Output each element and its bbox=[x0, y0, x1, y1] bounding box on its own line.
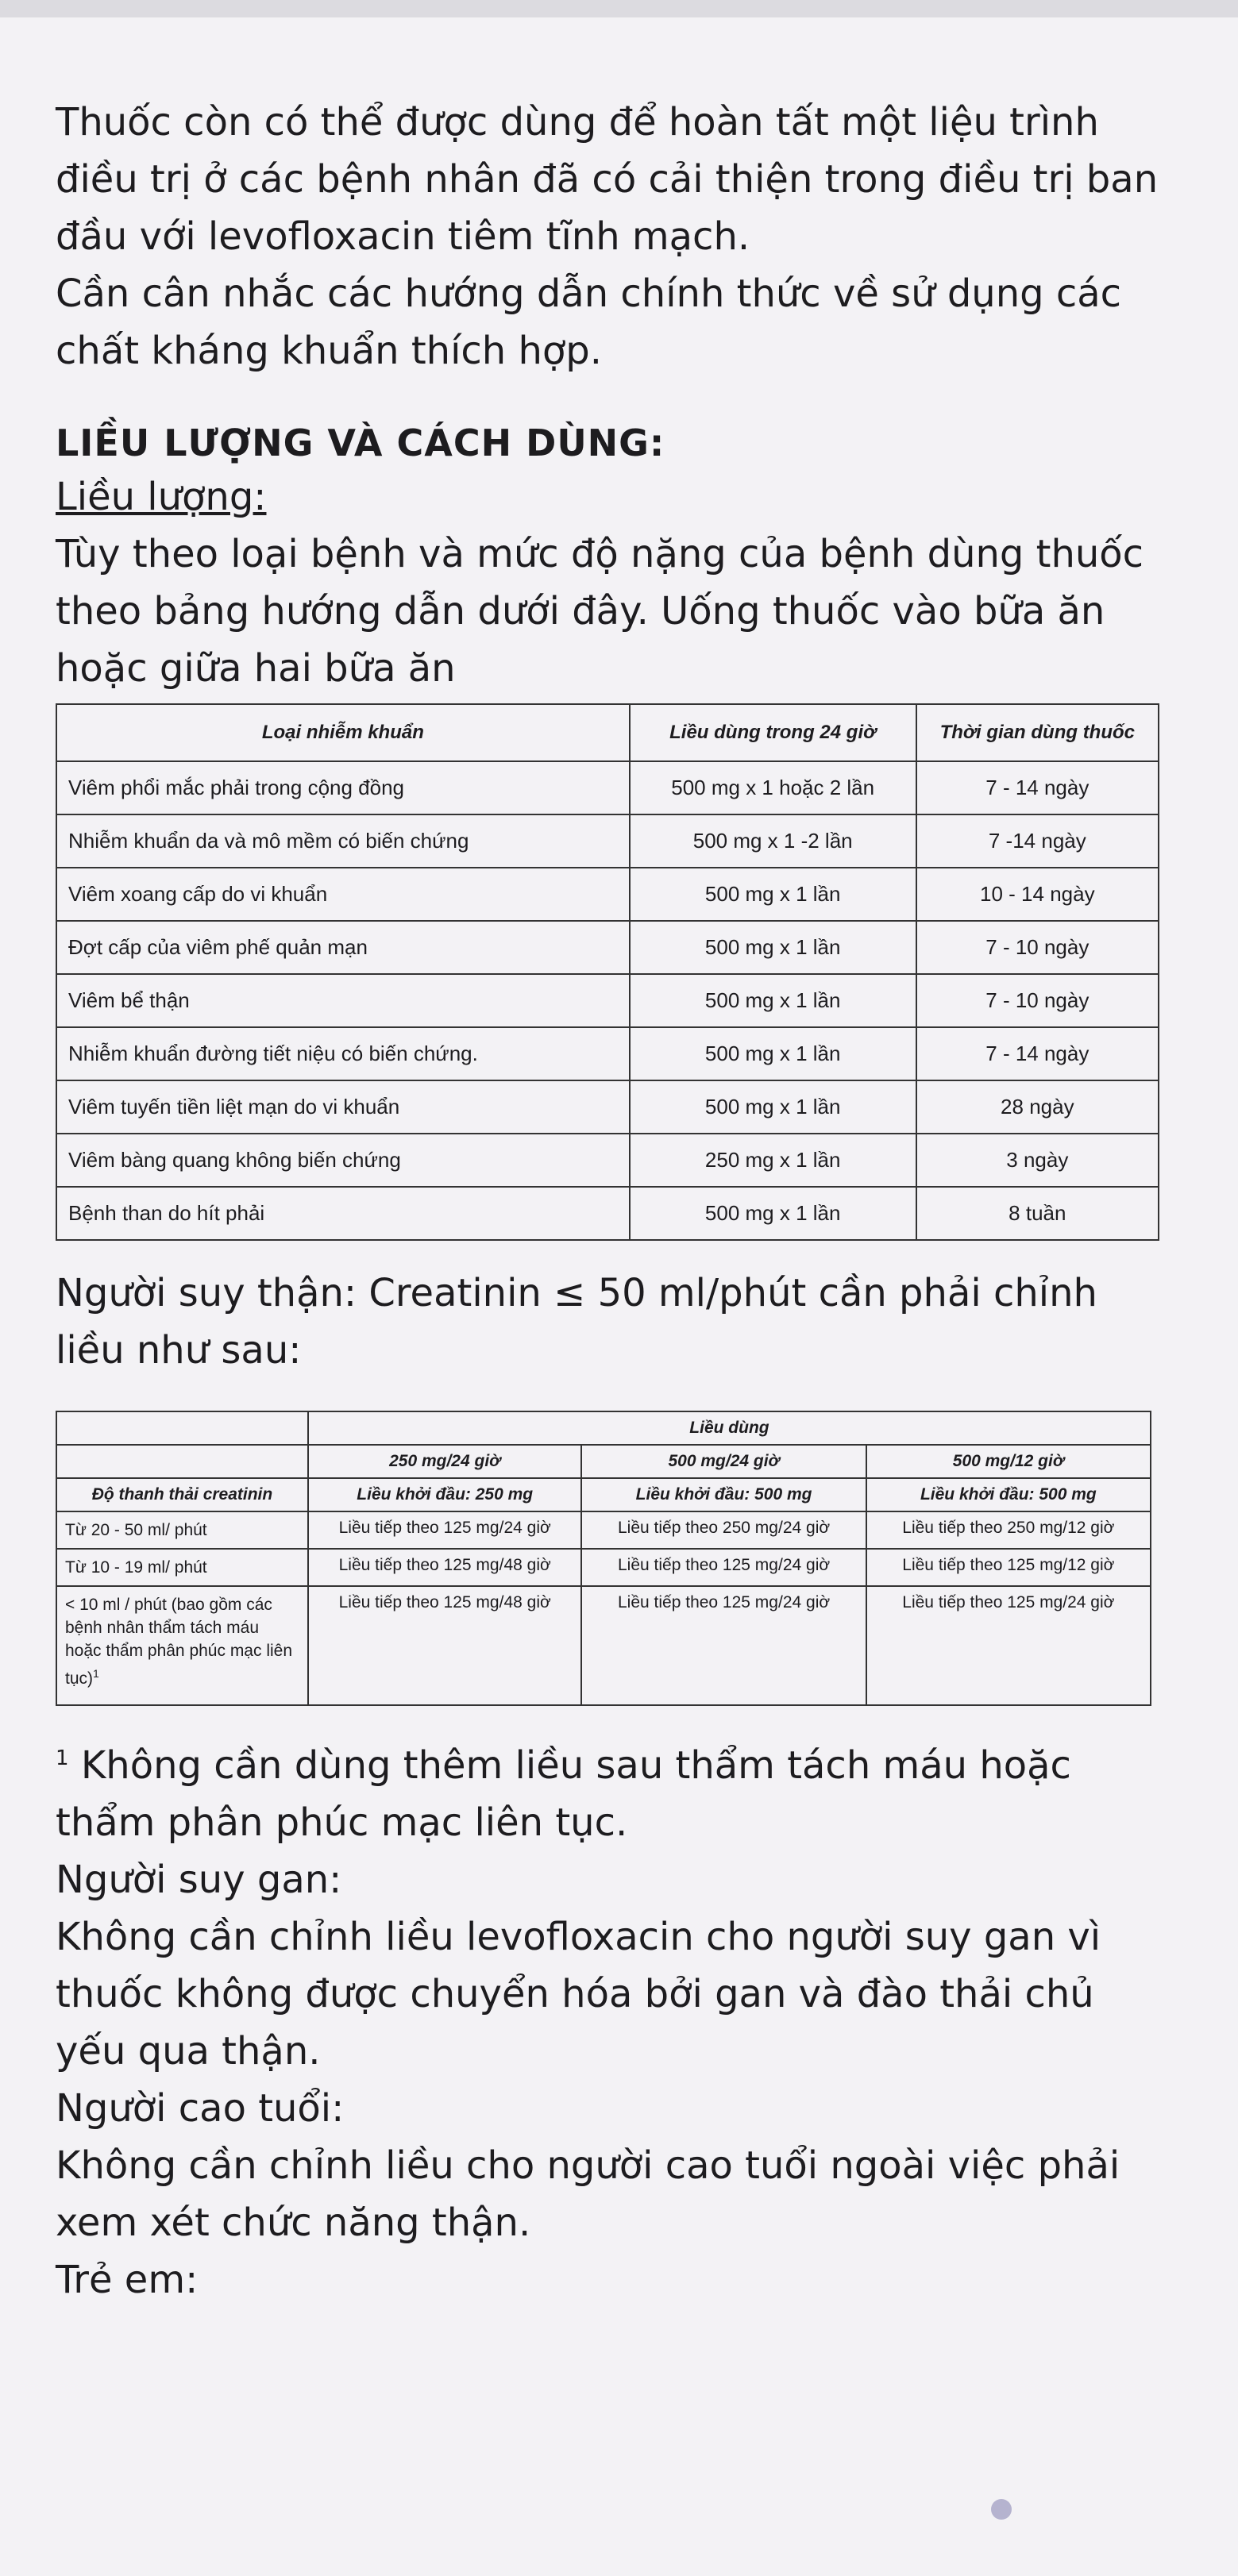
duration-cell: 28 ngày bbox=[916, 1080, 1159, 1134]
infection-cell: Nhiễm khuẩn da và mô mềm có biến chứng bbox=[56, 814, 630, 868]
dose-cell: 500 mg x 1 -2 lần bbox=[630, 814, 916, 868]
table-row bbox=[56, 1511, 1151, 1549]
dose-cell: 500 mg x 1 lần bbox=[630, 868, 916, 921]
renal-impairment-text: Người suy thận: Creatinin ≤ 50 ml/phút cần phải chỉnh liều như sau: bbox=[56, 1271, 1097, 1373]
footnote bbox=[56, 1730, 1167, 1851]
elderly-label: Người cao tuổi: bbox=[56, 2086, 345, 2131]
infection-cell: Viêm bàng quang không biến chứng bbox=[56, 1134, 630, 1187]
table-row bbox=[56, 1027, 1159, 1080]
dose-header-500-12: 500 mg/12 giờ bbox=[866, 1445, 1151, 1478]
duration-cell: 10 - 14 ngày bbox=[916, 868, 1159, 921]
dose-cell: Liều tiếp theo 250 mg/12 giờ bbox=[866, 1511, 1151, 1549]
table-header-row bbox=[56, 1411, 1151, 1445]
clearance-cell-text: < 10 ml / phút (bao gồm các bệnh nhân thẩm tách máu hoặc thẩm phân phúc mạc liên tục) bbox=[65, 1596, 293, 1688]
table-header-row bbox=[56, 1445, 1151, 1478]
table-row bbox=[56, 921, 1159, 974]
column-header-duration: Thời gian dùng thuốc bbox=[916, 704, 1159, 761]
table-header-row bbox=[56, 704, 1159, 761]
group-header-dosage: Liều dùng bbox=[308, 1411, 1151, 1445]
table-row bbox=[56, 814, 1159, 868]
intro-paragraph-1: Thuốc còn có thể được dùng để hoàn tất một liệu trình điều trị ở các bệnh nhân đã có cải thiện trong điều trị ban đầu với levofloxacin tiêm tĩnh mạch. bbox=[56, 100, 1159, 259]
infection-cell: Đợt cấp của viêm phế quản mạn bbox=[56, 921, 630, 974]
dose-cell: 500 mg x 1 lần bbox=[630, 921, 916, 974]
table-row bbox=[56, 868, 1159, 921]
table-row bbox=[56, 1549, 1151, 1586]
dose-cell: Liều tiếp theo 125 mg/24 giờ bbox=[308, 1511, 582, 1549]
table-header-row bbox=[56, 1478, 1151, 1511]
dose-cell: 250 mg x 1 lần bbox=[630, 1134, 916, 1187]
liver-text: Không cần chỉnh liều levofloxacin cho người suy gan vì thuốc không được chuyển hóa bởi gan và đào thải chủ yếu qua thận. bbox=[56, 1915, 1101, 2074]
dose-cell: 500 mg x 1 lần bbox=[630, 1027, 916, 1080]
empty-cell bbox=[56, 1445, 308, 1478]
footnote-number: 1 bbox=[56, 1746, 69, 1770]
duration-cell: 3 ngày bbox=[916, 1134, 1159, 1187]
footnote-text: Không cần dùng thêm liều sau thẩm tách máu hoặc thẩm phân phúc mạc liên tục. bbox=[56, 1743, 1071, 1845]
table-row bbox=[56, 974, 1159, 1027]
duration-cell: 7 - 14 ngày bbox=[916, 761, 1159, 814]
table-row bbox=[56, 1187, 1159, 1240]
duration-cell: 8 tuần bbox=[916, 1187, 1159, 1240]
purple-dot-mark bbox=[991, 2499, 1012, 2520]
clearance-cell bbox=[56, 1586, 308, 1705]
dose-header-500-24: 500 mg/24 giờ bbox=[581, 1445, 866, 1478]
table-row bbox=[56, 1586, 1151, 1705]
children-label: Trẻ em: bbox=[56, 2258, 199, 2302]
dose-cell: 500 mg x 1 lần bbox=[630, 1080, 916, 1134]
infection-cell: Nhiễm khuẩn đường tiết niệu có biến chứng. bbox=[56, 1027, 630, 1080]
dose-cell: 500 mg x 1 lần bbox=[630, 974, 916, 1027]
intro-paragraph-2: Cần cân nhắc các hướng dẫn chính thức về sử dụng các chất kháng khuẩn thích hợp. bbox=[56, 271, 1122, 373]
infection-cell: Viêm tuyến tiền liệt mạn do vi khuẩn bbox=[56, 1080, 630, 1134]
dose-cell: Liều tiếp theo 125 mg/12 giờ bbox=[866, 1549, 1151, 1586]
dose-cell: Liều tiếp theo 125 mg/48 giờ bbox=[308, 1586, 582, 1705]
dose-cell: Liều tiếp theo 125 mg/48 giờ bbox=[308, 1549, 582, 1586]
dose-cell: Liều tiếp theo 125 mg/24 giờ bbox=[581, 1586, 866, 1705]
page-top-edge bbox=[0, 0, 1238, 17]
column-header-infection: Loại nhiễm khuẩn bbox=[56, 704, 630, 761]
elderly-text: Không cần chỉnh liều cho người cao tuổi ngoài việc phải xem xét chức năng thận. bbox=[56, 2143, 1120, 2245]
dose-cell: Liều tiếp theo 250 mg/24 giờ bbox=[581, 1511, 866, 1549]
table-row bbox=[56, 1134, 1159, 1187]
initial-dose-header: Liều khởi đầu: 500 mg bbox=[866, 1478, 1151, 1511]
duration-cell: 7 - 10 ngày bbox=[916, 921, 1159, 974]
duration-cell: 7 - 14 ngày bbox=[916, 1027, 1159, 1080]
clearance-header: Độ thanh thải creatinin bbox=[56, 1478, 308, 1511]
column-header-dose: Liều dùng trong 24 giờ bbox=[630, 704, 916, 761]
initial-dose-header: Liều khởi đầu: 250 mg bbox=[308, 1478, 582, 1511]
table-row bbox=[56, 1080, 1159, 1134]
liver-label: Người suy gan: bbox=[56, 1858, 342, 1902]
initial-dose-header: Liều khởi đầu: 500 mg bbox=[581, 1478, 866, 1511]
infection-cell: Viêm phổi mắc phải trong cộng đồng bbox=[56, 761, 630, 814]
infection-cell: Viêm xoang cấp do vi khuẩn bbox=[56, 868, 630, 921]
clearance-cell: Từ 20 - 50 ml/ phút bbox=[56, 1511, 308, 1549]
section-title: LIỀU LƯỢNG VÀ CÁCH DÙNG: bbox=[56, 422, 665, 464]
dose-header-250-24: 250 mg/24 giờ bbox=[308, 1445, 582, 1478]
dosage-text: Tùy theo loại bệnh và mức độ nặng của bệnh dùng thuốc theo bảng hướng dẫn dưới đây. Uống thuốc vào bữa ăn hoặc giữa hai bữa ăn bbox=[56, 532, 1144, 691]
footnote-marker: 1 bbox=[93, 1667, 99, 1680]
clearance-cell: Từ 10 - 19 ml/ phút bbox=[56, 1549, 308, 1586]
dose-cell: Liều tiếp theo 125 mg/24 giờ bbox=[866, 1586, 1151, 1705]
renal-dosage-table bbox=[56, 1411, 1151, 1706]
duration-cell: 7 -14 ngày bbox=[916, 814, 1159, 868]
dose-cell: 500 mg x 1 lần bbox=[630, 1187, 916, 1240]
empty-cell bbox=[56, 1411, 308, 1445]
dose-cell: Liều tiếp theo 125 mg/24 giờ bbox=[581, 1549, 866, 1586]
infection-dosage-table bbox=[56, 703, 1159, 1241]
leaflet-page bbox=[56, 94, 1167, 2308]
table-row bbox=[56, 761, 1159, 814]
dose-cell: 500 mg x 1 hoặc 2 lần bbox=[630, 761, 916, 814]
infection-cell: Bệnh than do hít phải bbox=[56, 1187, 630, 1240]
infection-cell: Viêm bể thận bbox=[56, 974, 630, 1027]
duration-cell: 7 - 10 ngày bbox=[916, 974, 1159, 1027]
dosage-label: Liều lượng: bbox=[56, 475, 267, 519]
